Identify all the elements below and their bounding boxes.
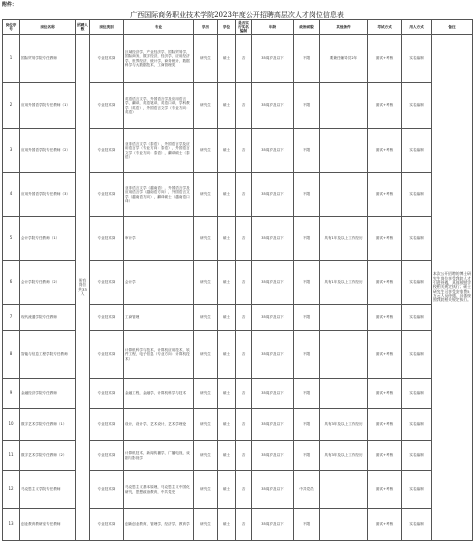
position-name-cell: 金融经济学院专任教师 — [20, 379, 76, 409]
position-name-cell: 智能与信息工程学院专任教师 — [20, 331, 76, 379]
position-name-cell: 会计学院专任教师（2） — [20, 261, 76, 305]
other-conditions-cell — [320, 471, 368, 509]
category-cell: 专业技术岗 — [90, 379, 124, 409]
politics-cell: 中共党员 — [294, 471, 320, 509]
other-conditions-cell — [320, 129, 368, 173]
col-header-degree: 学位 — [218, 20, 236, 35]
other-conditions-cell: 具有3年及以上工作经历 — [320, 409, 368, 441]
age-cell: 35周岁及以下 — [252, 305, 294, 331]
table-row — [3, 471, 473, 509]
major-cell: 审计学 — [124, 217, 194, 261]
education-cell: 研究生 — [194, 379, 218, 409]
politics-cell: 不限 — [294, 261, 320, 305]
other-conditions-cell — [320, 305, 368, 331]
attachment-label: 附件： — [2, 2, 18, 8]
other-conditions-cell: 具有1年及以上工作经历 — [320, 261, 368, 305]
staffing-cell: 否 — [236, 173, 252, 217]
seq-cell: 1 — [3, 35, 20, 83]
position-name-cell: 现代流通学院专任教师 — [20, 305, 76, 331]
exam-method-cell: 面试+考核 — [368, 509, 402, 541]
hire-method-cell: 实名编制 — [402, 305, 432, 331]
degree-cell: 硕士 — [218, 129, 236, 173]
table-row — [3, 217, 473, 261]
politics-cell: 不限 — [294, 217, 320, 261]
degree-cell: 硕士 — [218, 217, 236, 261]
exam-method-cell: 面试+考核 — [368, 331, 402, 379]
table-row — [3, 409, 473, 441]
staffing-cell: 否 — [236, 35, 252, 83]
col-header-age: 年龄 — [252, 20, 294, 35]
degree-cell: 硕士 — [218, 409, 236, 441]
table-row — [3, 331, 473, 379]
degree-cell: 硕士 — [218, 35, 236, 83]
degree-cell: 硕士 — [218, 305, 236, 331]
other-conditions-cell: 要兼任辅导员2年 — [320, 35, 368, 83]
table-body — [3, 35, 473, 541]
exam-method-cell: 面试+考核 — [368, 441, 402, 471]
category-cell: 专业技术岗 — [90, 83, 124, 129]
politics-cell: 不限 — [294, 509, 320, 541]
education-cell: 研究生 — [194, 305, 218, 331]
seq-cell: 7 — [3, 305, 20, 331]
major-cell: 亚非语言文学（越南语），外国语言学及应用语言学（越南语方向），外国语言文学（越南语方向），翻译硕士（越南语口译） — [124, 173, 194, 217]
hire-method-cell: 实名编制 — [402, 409, 432, 441]
col-header-name: 岗位名称 — [20, 20, 76, 35]
politics-cell: 不限 — [294, 129, 320, 173]
table-row — [3, 379, 473, 409]
seq-cell: 4 — [3, 173, 20, 217]
category-cell: 专业技术岗 — [90, 173, 124, 217]
remark-cell: 本次公开招聘的博士研究生岗位享受我院人才引进待遇，具体按照学校相关规定执行；硕士研究生可享受安家费5万元人员待遇，具体按照我院相关规定执行。 — [432, 35, 473, 541]
age-cell: 35周岁及以下 — [252, 35, 294, 83]
exam-method-cell: 面试+考核 — [368, 173, 402, 217]
seq-cell: 2 — [3, 83, 20, 129]
col-header-major: 专业 — [124, 20, 194, 35]
seq-cell: 12 — [3, 471, 20, 509]
col-header-count: 招聘人数 — [76, 20, 90, 35]
hire-method-cell: 实名编制 — [402, 379, 432, 409]
age-cell: 35周岁及以下 — [252, 261, 294, 305]
hire-method-cell: 实名编制 — [402, 129, 432, 173]
table-row — [3, 509, 473, 541]
seq-cell: 8 — [3, 331, 20, 379]
degree-cell: 硕士 — [218, 173, 236, 217]
major-cell: 工商管理 — [124, 305, 194, 331]
degree-cell: 硕士 — [218, 379, 236, 409]
politics-cell: 不限 — [294, 441, 320, 471]
education-cell: 研究生 — [194, 83, 218, 129]
table-row — [3, 35, 473, 83]
major-cell: 马克思主义基本原理，马克思主义中国化研究，思想政治教育，中共党史 — [124, 471, 194, 509]
age-cell: 35周岁及以下 — [252, 83, 294, 129]
age-cell: 35周岁及以下 — [252, 471, 294, 509]
seq-cell: 13 — [3, 509, 20, 541]
education-cell: 研究生 — [194, 331, 218, 379]
education-cell: 研究生 — [194, 35, 218, 83]
staffing-cell: 否 — [236, 409, 252, 441]
col-header-politics: 政治面貌 — [294, 20, 320, 35]
major-cell: 英语语言文学，外国语言学及应用语言学，翻译，英语笔译，英语口译，学科教学（英语），外国语言文学（专业方向：英语） — [124, 83, 194, 129]
hire-method-cell: 实名编制 — [402, 173, 432, 217]
table-row — [3, 261, 473, 305]
other-conditions-cell: 具有1年及以上工作经历 — [320, 217, 368, 261]
col-header-seq: 岗位序号 — [3, 20, 20, 35]
major-cell: 会计学 — [124, 261, 194, 305]
degree-cell: 硕士 — [218, 331, 236, 379]
position-name-cell: 创业教育教研室专任教师 — [20, 509, 76, 541]
seq-cell: 3 — [3, 129, 20, 173]
col-header-exam: 考试方式 — [368, 20, 402, 35]
position-name-cell: 数字艺术学院专任教师（2） — [20, 441, 76, 471]
seq-cell: 9 — [3, 379, 20, 409]
category-cell: 专业技术岗 — [90, 129, 124, 173]
hire-method-cell: 实名编制 — [402, 35, 432, 83]
col-header-remark: 备注 — [432, 20, 473, 35]
hire-method-cell: 实名编制 — [402, 83, 432, 129]
other-conditions-cell — [320, 509, 368, 541]
exam-method-cell: 面试+考核 — [368, 409, 402, 441]
other-conditions-cell: 具有3年及以上工作经历 — [320, 441, 368, 471]
exam-method-cell: 面试+考核 — [368, 305, 402, 331]
position-name-cell: 马克思主义学院专任教师 — [20, 471, 76, 509]
position-name-cell: 应用外国语学院专任教师（2） — [20, 129, 76, 173]
position-name-cell: 国际贸易学院专任教师 — [20, 35, 76, 83]
major-cell: 计算机科学与技术，计算机应用技术，软件工程，电子信息（专业方向：计算机技术） — [124, 331, 194, 379]
age-cell: 35周岁及以下 — [252, 509, 294, 541]
staffing-cell: 否 — [236, 331, 252, 379]
politics-cell: 不限 — [294, 83, 320, 129]
age-cell: 35周岁及以下 — [252, 173, 294, 217]
positions-table — [2, 19, 473, 541]
table-row — [3, 129, 473, 173]
category-cell: 专业技术岗 — [90, 35, 124, 83]
table-row — [3, 441, 473, 471]
category-cell: 专业技术岗 — [90, 217, 124, 261]
staffing-cell: 否 — [236, 305, 252, 331]
education-cell: 研究生 — [194, 261, 218, 305]
table-row — [3, 83, 473, 129]
politics-cell: 不限 — [294, 173, 320, 217]
major-cell: 创新创业教育，管理学，经济学，教育学 — [124, 509, 194, 541]
exam-method-cell: 面试+考核 — [368, 217, 402, 261]
education-cell: 研究生 — [194, 509, 218, 541]
exam-method-cell: 面试+考核 — [368, 129, 402, 173]
staffing-cell: 否 — [236, 471, 252, 509]
staffing-cell: 否 — [236, 379, 252, 409]
staffing-cell: 否 — [236, 217, 252, 261]
category-cell: 专业技术岗 — [90, 441, 124, 471]
page-title: 广西国际商务职业技术学院2023年度公开招聘高层次人才岗位信息表 — [130, 11, 344, 19]
other-conditions-cell — [320, 173, 368, 217]
politics-cell: 不限 — [294, 35, 320, 83]
category-cell: 专业技术岗 — [90, 305, 124, 331]
education-cell: 研究生 — [194, 441, 218, 471]
seq-cell: 6 — [3, 261, 20, 305]
exam-method-cell: 面试+考核 — [368, 471, 402, 509]
politics-cell: 不限 — [294, 379, 320, 409]
major-cell: 计算机技术，新闻传播学，广播电视，戏剧与影视学 — [124, 441, 194, 471]
major-cell: 设计，设计学，艺术设计，艺术学理论 — [124, 409, 194, 441]
other-conditions-cell — [320, 331, 368, 379]
seq-cell: 5 — [3, 217, 20, 261]
hire-method-cell: 实名编制 — [402, 261, 432, 305]
exam-method-cell: 面试+考核 — [368, 35, 402, 83]
category-cell: 专业技术岗 — [90, 409, 124, 441]
major-cell: 金融工程，金融学，计算机科学与技术 — [124, 379, 194, 409]
education-cell: 研究生 — [194, 217, 218, 261]
hire-method-cell: 实名编制 — [402, 471, 432, 509]
education-cell: 研究生 — [194, 173, 218, 217]
degree-cell: 硕士 — [218, 83, 236, 129]
degree-cell: 硕士 — [218, 509, 236, 541]
age-cell: 35周岁及以下 — [252, 129, 294, 173]
age-cell: 35周岁及以下 — [252, 379, 294, 409]
category-cell: 专业技术岗 — [90, 331, 124, 379]
degree-cell: 硕士 — [218, 471, 236, 509]
other-conditions-cell — [320, 83, 368, 129]
exam-method-cell: 面试+考核 — [368, 379, 402, 409]
seq-cell: 11 — [3, 441, 20, 471]
category-cell: 专业技术岗 — [90, 471, 124, 509]
education-cell: 研究生 — [194, 129, 218, 173]
position-name-cell: 数字艺术学院专任教师（1） — [20, 409, 76, 441]
hire-method-cell: 实名编制 — [402, 441, 432, 471]
politics-cell: 不限 — [294, 409, 320, 441]
education-cell: 研究生 — [194, 471, 218, 509]
politics-cell: 不限 — [294, 305, 320, 331]
exam-method-cell: 面试+考核 — [368, 261, 402, 305]
position-name-cell: 应用外国语学院专任教师（3） — [20, 173, 76, 217]
staffing-cell: 否 — [236, 83, 252, 129]
total-count-cell: 所有岗位共33人 — [76, 35, 90, 541]
other-conditions-cell — [320, 379, 368, 409]
major-cell: 区域经济学，产业经济学，国际贸易学，国际商务，数字经济，经济学，应用经济学，世界经济，统计学，商务统计，数据科学与大数据技术，工商管理类 — [124, 35, 194, 83]
exam-method-cell: 面试+考核 — [368, 83, 402, 129]
education-cell: 研究生 — [194, 409, 218, 441]
col-header-education: 学历 — [194, 20, 218, 35]
hire-method-cell: 实名编制 — [402, 331, 432, 379]
col-header-staffing: 是否实行实名编制 — [236, 20, 252, 35]
position-name-cell: 会计学院专任教师（1） — [20, 217, 76, 261]
category-cell: 专业技术岗 — [90, 261, 124, 305]
col-header-hire: 用人方式 — [402, 20, 432, 35]
staffing-cell: 否 — [236, 441, 252, 471]
category-cell: 专业技术岗 — [90, 509, 124, 541]
major-cell: 亚非语言文学（泰语），外国语言学及应用语言学（专业方向：泰语），外国语言文学（专业方向：泰语），翻译硕士（泰语） — [124, 129, 194, 173]
col-header-other: 其他条件 — [320, 20, 368, 35]
age-cell: 35周岁及以下 — [252, 331, 294, 379]
staffing-cell: 否 — [236, 129, 252, 173]
header-row — [3, 20, 473, 35]
staffing-cell: 否 — [236, 509, 252, 541]
staffing-cell: 否 — [236, 261, 252, 305]
table-row — [3, 173, 473, 217]
seq-cell: 10 — [3, 409, 20, 441]
table-row — [3, 305, 473, 331]
degree-cell: 硕士 — [218, 441, 236, 471]
hire-method-cell: 实名编制 — [402, 217, 432, 261]
position-name-cell: 应用外国语学院专任教师（1） — [20, 83, 76, 129]
politics-cell: 不限 — [294, 331, 320, 379]
hire-method-cell: 实名编制 — [402, 509, 432, 541]
age-cell: 35周岁及以下 — [252, 217, 294, 261]
age-cell: 35周岁及以下 — [252, 409, 294, 441]
age-cell: 35周岁及以下 — [252, 441, 294, 471]
degree-cell: 硕士 — [218, 261, 236, 305]
col-header-category: 岗位类别 — [90, 20, 124, 35]
